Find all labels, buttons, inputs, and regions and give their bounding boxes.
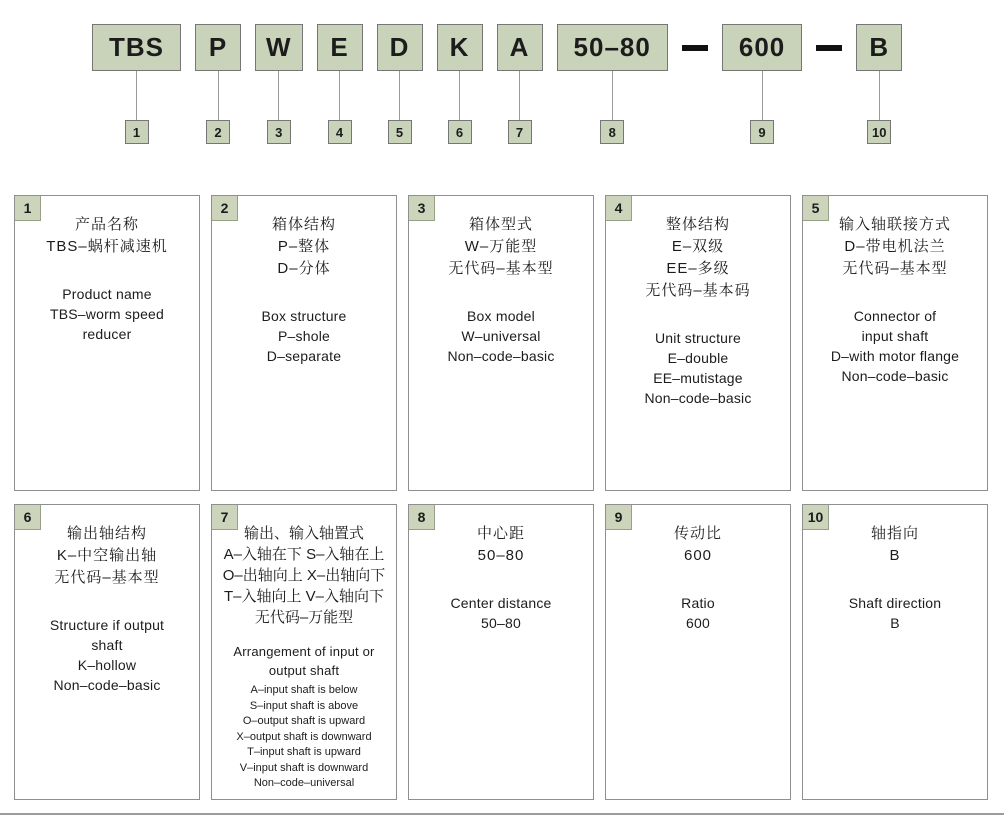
badge-number: 7 [212, 505, 238, 530]
badge-number: 4 [606, 196, 632, 221]
code-group [255, 24, 303, 144]
text-line: T–入轴向上 V–入轴向下 [223, 588, 385, 605]
code-group [722, 24, 802, 144]
code-group [92, 24, 181, 144]
legend-grid [14, 195, 988, 800]
code-connector-line [519, 71, 520, 120]
cn-text [212, 214, 396, 280]
page-bottom-rule [0, 813, 1004, 815]
text-line: 输出轴结构 [66, 525, 147, 542]
text-line: E–double [667, 350, 729, 366]
legend-box-5 [802, 195, 988, 491]
text-line: Non–code–basic [644, 390, 752, 406]
text-line: TBS–worm speed [49, 306, 165, 322]
code-row [0, 24, 902, 144]
text-line: K–hollow [77, 657, 137, 673]
cn-text [212, 523, 396, 628]
text-line: O–出轴向上 X–出轴向下 [222, 567, 386, 584]
code-tag: 8 [600, 120, 624, 144]
text-line: D–separate [266, 348, 342, 364]
code-box: B [856, 24, 902, 71]
code-box: W [255, 24, 303, 71]
cn-text [409, 214, 593, 280]
text-line: 无代码–基本型 [448, 260, 554, 277]
badge-number: 6 [15, 505, 41, 530]
code-connector-line [612, 71, 613, 120]
legend-box-6 [14, 504, 200, 800]
code-tag: 9 [750, 120, 774, 144]
code-box: D [377, 24, 423, 71]
text-line: X–output shaft is downward [236, 730, 372, 743]
code-box: P [195, 24, 241, 71]
text-line: reducer [82, 326, 132, 342]
legend-box-9 [605, 504, 791, 800]
text-line: V–input shaft is downward [239, 761, 369, 774]
text-line: Structure if output [49, 617, 165, 633]
text-line: B [890, 615, 900, 631]
text-line: 箱体结构 [271, 216, 336, 233]
text-line: E–双级 [671, 238, 725, 255]
text-line: O–output shaft is upward [242, 715, 366, 727]
code-group [497, 24, 543, 144]
legend-box-10 [802, 504, 988, 800]
text-line: W–万能型 [464, 238, 538, 255]
text-line: Box structure [261, 308, 347, 324]
legend-box-4 [605, 195, 791, 491]
text-line: Shaft direction [848, 595, 942, 611]
badge-number: 2 [212, 196, 238, 221]
en-text [606, 328, 790, 408]
text-line: output shaft [268, 663, 340, 678]
code-connector-line [218, 71, 219, 120]
code-tag: 1 [125, 120, 149, 144]
code-connector-line [136, 71, 137, 120]
legend-box-2 [211, 195, 397, 491]
code-box: E [317, 24, 363, 71]
text-line: Non–code–basic [53, 677, 161, 693]
badge-number: 1 [15, 196, 41, 221]
legend-box-1 [14, 195, 200, 491]
text-line: Non–code–basic [447, 348, 555, 364]
code-group [195, 24, 241, 144]
code-tag: 3 [267, 120, 291, 144]
en-text [15, 284, 199, 344]
text-line: 产品名称 [74, 216, 139, 233]
text-line: EE–mutistage [653, 370, 743, 386]
legend-box-3 [408, 195, 594, 491]
code-tag: 4 [328, 120, 352, 144]
code-connector-line [399, 71, 400, 120]
text-line: P–整体 [277, 238, 331, 255]
text-line: TBS–蜗杆减速机 [46, 238, 168, 255]
text-line: 轴指向 [870, 525, 919, 542]
text-line: input shaft [861, 328, 929, 344]
code-box: 50–80 [557, 24, 668, 71]
dash-separator [816, 45, 842, 51]
cn-text [803, 523, 987, 567]
cn-text [15, 214, 199, 258]
text-line: EE–多级 [666, 260, 730, 277]
cn-text [606, 523, 790, 567]
en-text [803, 593, 987, 633]
legend-box-8 [408, 504, 594, 800]
cn-text [606, 214, 790, 302]
code-connector-line [762, 71, 763, 120]
code-tag: 5 [388, 120, 412, 144]
code-group [317, 24, 363, 144]
en-text [409, 593, 593, 633]
cn-text [409, 523, 593, 567]
text-line: Box model [467, 308, 535, 324]
code-tag: 10 [867, 120, 891, 144]
text-line: Center distance [450, 595, 552, 611]
code-group [856, 24, 902, 144]
code-connector-line [278, 71, 279, 120]
text-line: Unit structure [654, 330, 742, 346]
text-line: 无代码–基本型 [842, 260, 948, 277]
code-box: A [497, 24, 543, 71]
text-line: T–input shaft is upward [247, 746, 361, 758]
badge-number: 3 [409, 196, 435, 221]
text-line: 无代码–基本码 [645, 282, 751, 299]
text-line: D–分体 [277, 260, 331, 277]
text-line: 箱体型式 [468, 216, 533, 233]
code-group [437, 24, 483, 144]
badge-number: 8 [409, 505, 435, 530]
en-text [803, 306, 987, 386]
en-text [212, 642, 396, 680]
text-line: Connector of [853, 308, 937, 324]
code-group [377, 24, 423, 144]
code-tag: 7 [508, 120, 532, 144]
en-text [409, 306, 593, 366]
text-line: Ratio [681, 595, 715, 611]
text-line: 中心距 [476, 525, 525, 542]
text-line: 600 [683, 547, 713, 564]
cn-text [15, 523, 199, 589]
text-line: S–input shaft is above [249, 699, 359, 712]
text-line: 传动比 [673, 525, 722, 542]
text-line: Product name [62, 286, 152, 302]
text-line: Arrangement of input or [233, 644, 375, 659]
text-line: 无代码–万能型 [254, 609, 354, 626]
text-line: 输入轴联接方式 [838, 216, 951, 233]
text-line: B [889, 547, 901, 564]
en-text [606, 593, 790, 633]
text-line: 整体结构 [665, 216, 730, 233]
text-line: K–中空输出轴 [56, 547, 158, 564]
code-tag: 6 [448, 120, 472, 144]
code-connector-line [879, 71, 880, 120]
cn-text [803, 214, 987, 280]
text-line: 50–80 [477, 547, 525, 564]
en-text [212, 306, 396, 366]
text-line: D–with motor flange [830, 348, 960, 364]
text-line: A–input shaft is below [250, 684, 358, 696]
en-small-text [212, 683, 396, 792]
text-line: Non–code–universal [253, 777, 355, 789]
text-line: 50–80 [481, 615, 521, 631]
legend-box-7 [211, 504, 397, 800]
code-box: K [437, 24, 483, 71]
text-line: 输出、输入轴置式 [243, 525, 364, 542]
badge-number: 5 [803, 196, 829, 221]
code-connector-line [339, 71, 340, 120]
code-box: TBS [92, 24, 181, 71]
text-line: shaft [91, 637, 123, 653]
text-line: W–universal [461, 328, 541, 344]
badge-number: 10 [803, 505, 829, 530]
code-tag: 2 [206, 120, 230, 144]
text-line: A–入轴在下 S–入轴在上 [223, 546, 385, 563]
en-text [15, 615, 199, 695]
dash-separator [682, 45, 708, 51]
text-line: 600 [686, 615, 710, 631]
text-line: Non–code–basic [841, 368, 949, 384]
code-connector-line [459, 71, 460, 120]
text-line: 无代码–基本型 [54, 569, 160, 586]
badge-number: 9 [606, 505, 632, 530]
code-group [557, 24, 668, 144]
text-line: D–带电机法兰 [844, 238, 946, 255]
text-line: P–shole [278, 328, 330, 344]
code-box: 600 [722, 24, 802, 71]
